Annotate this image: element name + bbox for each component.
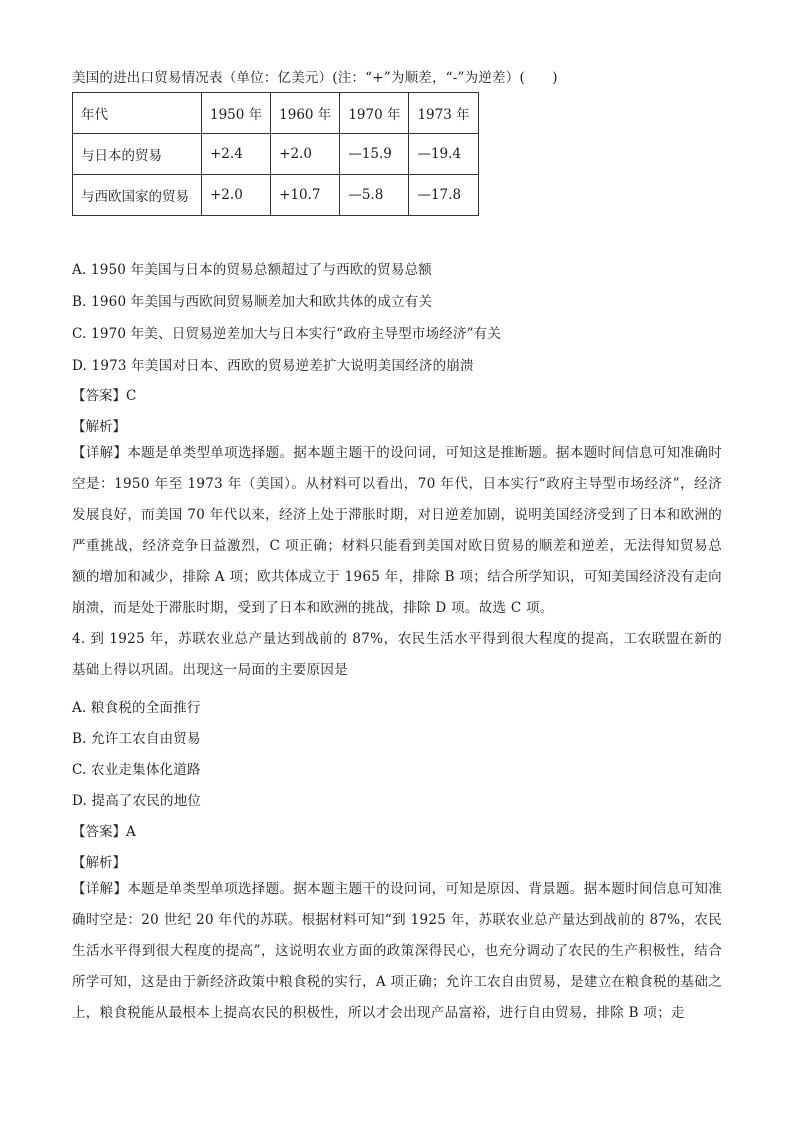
q3-analysis-label: 【解析】 (72, 419, 126, 435)
table-cell: 1970 年 (340, 93, 409, 134)
table-cell: —5.8 (340, 175, 409, 216)
q4-detail: 【详解】本题是单类型单项选择题。据本题主题干的设问词，可知是原因、背景题。据本题时间信息可知准确时空是：20 世纪 20 年代的苏联。根据材料可知“到 1925 年，苏联农业总产量达到战前的 87%，农民生活水平得到很大程度的提高”，这说明农业方面的政策深得民心，也充分调动了农民的生产积极性，结合所学可知，这是由于新经济政策中粮食税的实行，A 项正确；允许工农自由贸易，是建立在粮食税的基础之上，粮食税能从最根本上提高农民的积极性，所以才会出现产品富裕，进行自由贸易，排除 B 项；走 (72, 881, 722, 1021)
table-cell: —15.9 (340, 134, 409, 175)
table-cell: +2.0 (271, 134, 340, 175)
q4-answer: 【答案】A (72, 824, 136, 840)
q3-option-d: D. 1973 年美国对日本、西欧的贸易逆差扩大说明美国经济的崩溃 (72, 358, 474, 374)
table-cell: +2.0 (202, 175, 271, 216)
table-cell: 与西欧国家的贸易 (73, 175, 202, 216)
table-cell: 1973 年 (409, 93, 478, 134)
q3-answer: 【答案】C (72, 388, 137, 404)
trade-table (72, 92, 479, 216)
q4-option-d: D. 提高了农民的地位 (72, 793, 202, 809)
q3-detail: 【详解】本题是单类型单项选择题。据本题主题干的设问词，可知这是推断题。据本题时间信息可知准确时空是：1950 年至 1973 年（美国）。从材料可以看出，70 年代，日本实行“政府主导型市场经济”，经济发展良好，而美国 70 年代以来，经济上处于滞胀时期，对日逆差加剧，说明美国经济受到了日本和欧洲的严重挑战，经济竞争日益激烈，C 项正确；材料只能看到美国对欧日贸易的顺差和逆差，无法得知贸易总额的增加和减少，排除 A 项；欧共体成立于 1965 年，排除 B 项；结合所学知识，可知美国经济没有走向崩溃，而是处于滞胀时期，受到了日本和欧洲的挑战，排除 D 项。故选 C 项。 (72, 445, 722, 616)
table-cell: 年代 (73, 93, 202, 134)
table-cell: —17.8 (409, 175, 478, 216)
table-cell: 与日本的贸易 (73, 134, 202, 175)
table-row (73, 134, 479, 175)
table-cell: 1960 年 (271, 93, 340, 134)
q4-option-c: C. 农业走集体化道路 (72, 762, 201, 778)
q3-option-a: A. 1950 年美国与日本的贸易总额超过了与西欧的贸易总额 (72, 262, 432, 278)
table-caption: 美国的进出口贸易情况表（单位：亿美元）(注：“+”为顺差，“-”为逆差）( ) (72, 70, 558, 86)
table-cell: —19.4 (409, 134, 478, 175)
table-cell: 1950 年 (202, 93, 271, 134)
table-row (73, 93, 479, 134)
q3-option-b: B. 1960 年美国与西欧间贸易顺差加大和欧共体的成立有关 (72, 294, 433, 310)
q4-analysis-label: 【解析】 (72, 855, 126, 871)
q4-option-b: B. 允许工农自由贸易 (72, 731, 201, 747)
q4-stem: 4. 到 1925 年，苏联农业总产量达到战前的 87%，农民生活水平得到很大程度的提高，工农联盟在新的基础上得以巩固。出现这一局面的主要原因是 (72, 631, 722, 678)
table-cell: +10.7 (271, 175, 340, 216)
q3-option-c: C. 1970 年美、日贸易逆差加大与日本实行“政府主导型市场经济”有关 (72, 326, 502, 342)
table-cell: +2.4 (202, 134, 271, 175)
table-row (73, 175, 479, 216)
q4-option-a: A. 粮食税的全面推行 (72, 700, 201, 716)
